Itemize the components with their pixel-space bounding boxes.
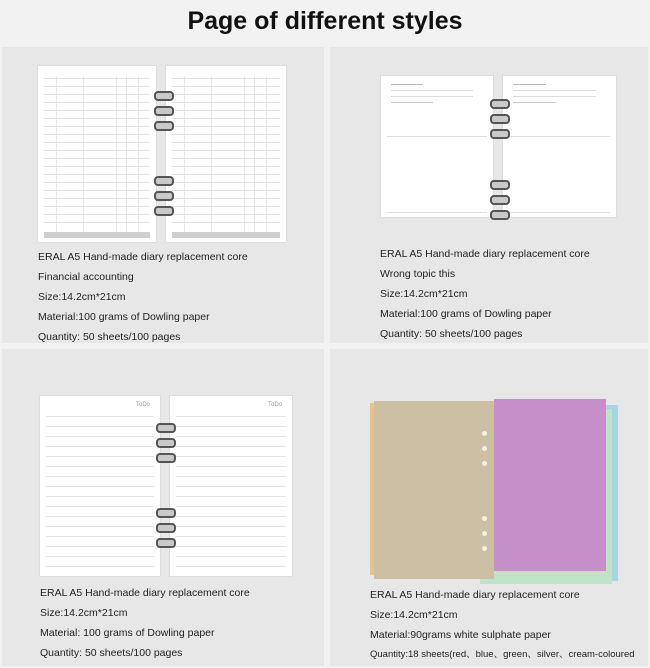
binder-ring-icon — [490, 129, 510, 139]
size-text: Size:14.2cm*21cm — [38, 291, 126, 303]
caption — [40, 583, 324, 663]
binder-ring-icon — [156, 423, 176, 433]
material-text: Material: 100 grams of Dowling paper — [40, 627, 215, 639]
binder-ring-icon — [154, 176, 174, 186]
material-text: Material:100 grams of Dowling paper — [380, 308, 552, 320]
left-page — [380, 75, 494, 218]
quantity-text: Quantity: 50 sheets/100 pages — [38, 331, 181, 343]
left-page — [39, 395, 161, 577]
style-name: Financial accounting — [38, 271, 134, 283]
punch-hole-icon — [482, 531, 487, 536]
binder-ring-icon — [156, 523, 176, 533]
punch-hole-icon — [482, 461, 487, 466]
left-page — [37, 65, 157, 243]
punch-hole-icon — [482, 546, 487, 551]
purple-sheet — [494, 399, 606, 571]
caption — [380, 244, 648, 344]
style-panel-colored — [330, 349, 648, 666]
cream-sheet — [374, 401, 494, 579]
page-label: ToDo — [267, 402, 282, 408]
size-text: Size:14.2cm*21cm — [380, 288, 468, 300]
punch-hole-icon — [482, 431, 487, 436]
binder-ring-icon — [490, 210, 510, 220]
quantity-text: Quantity: 50 sheets/100 pages — [40, 647, 183, 659]
size-text: Size:14.2cm*21cm — [370, 609, 458, 621]
binder-ring-icon — [154, 91, 174, 101]
size-text: Size:14.2cm*21cm — [40, 607, 128, 619]
product-name: ERAL A5 Hand-made diary replacement core — [38, 251, 248, 263]
binder-ring-icon — [490, 195, 510, 205]
quantity-text: Quantity:18 sheets(red、blue、green、silver、cream-coloured — [370, 649, 635, 660]
notebook-image — [380, 75, 617, 218]
notebook-image — [39, 395, 293, 577]
notebook-image — [37, 65, 287, 243]
binder-ring-icon — [490, 99, 510, 109]
product-name: ERAL A5 Hand-made diary replacement core — [380, 248, 590, 260]
product-name: ERAL A5 Hand-made diary replacement core — [370, 589, 580, 601]
binder-ring-icon — [154, 121, 174, 131]
style-panel-todo — [2, 349, 324, 666]
punch-hole-icon — [482, 516, 487, 521]
material-text: Material:100 grams of Dowling paper — [38, 311, 210, 323]
binder-ring-icon — [154, 106, 174, 116]
binder-ring-icon — [156, 453, 176, 463]
page-label: ToDo — [135, 402, 150, 408]
quantity-text: Quantity: 50 sheets/100 pages — [380, 328, 523, 340]
binder-ring-icon — [156, 538, 176, 548]
page-title: Page of different styles — [187, 6, 463, 35]
style-panel-financial — [2, 47, 324, 343]
binder-ring-icon — [156, 508, 176, 518]
material-text: Material:90grams white sulphate paper — [370, 629, 551, 641]
right-page — [165, 65, 287, 243]
colored-paper-image — [366, 399, 618, 584]
binder-ring-icon — [154, 206, 174, 216]
product-name: ERAL A5 Hand-made diary replacement core — [40, 587, 250, 599]
right-page — [502, 75, 617, 218]
binder-ring-icon — [490, 180, 510, 190]
right-page — [169, 395, 293, 577]
binder-ring-icon — [490, 114, 510, 124]
binder-ring-icon — [156, 438, 176, 448]
punch-hole-icon — [482, 446, 487, 451]
caption — [370, 585, 648, 665]
binder-ring-icon — [154, 191, 174, 201]
caption — [38, 247, 324, 347]
style-panel-wrong-topic — [330, 47, 648, 343]
style-name: Wrong topic this — [380, 268, 456, 280]
